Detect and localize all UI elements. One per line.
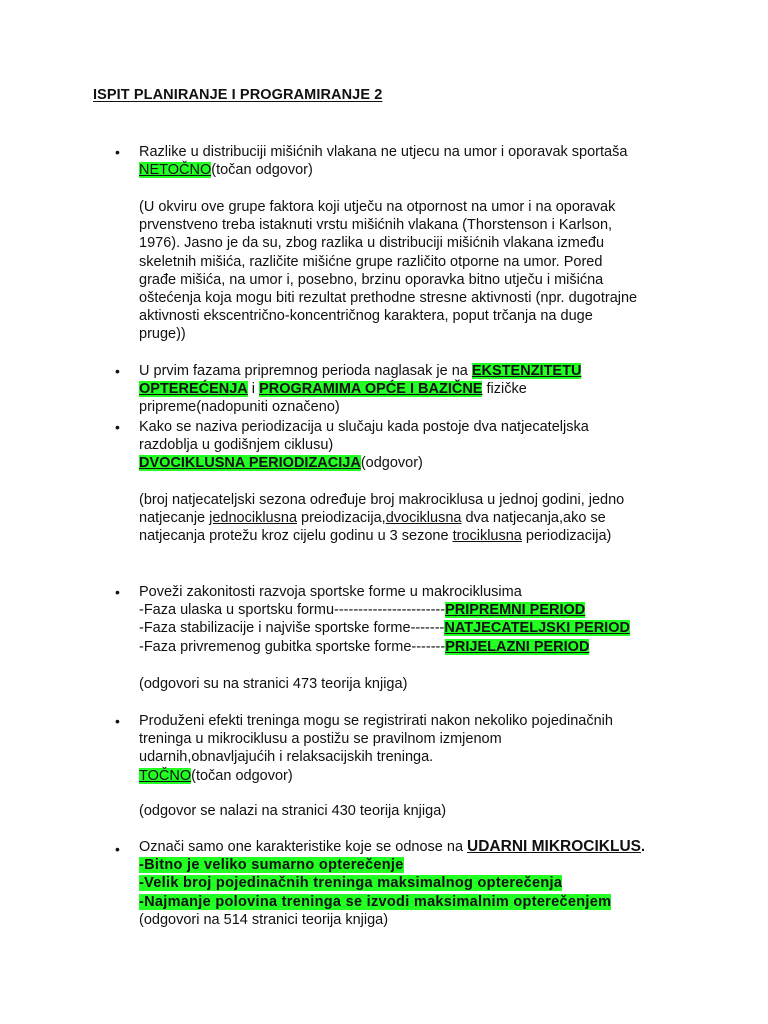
q3-exp-text: dva natjecanja,ako se [461,510,606,527]
q3-term: dvociklusna [385,510,462,527]
q6-answer: -Bitno je veliko sumarno opterečenje [139,857,404,874]
q4-row-answer: NATJECATELJSKI PERIOD [444,620,630,637]
bullet-6: • [115,841,120,857]
q1-exp-line: (U okviru ove grupe faktora koji utječu na otpornost na umor i na oporavak [139,199,616,215]
q5-answer: TOČNO [139,767,192,784]
q6-note: (odgovori na 514 stranici teorija knjiga) [139,911,389,928]
q2-answer-2: PROGRAMIMA OPĆE I BAZIČNE [259,381,483,398]
q1-explanation [139,198,699,344]
q6-answer: -Velik broj pojedinačnih treninga maksimalnog opterečenja [139,875,563,892]
question-1 [139,143,699,179]
q3-exp-text: natjecanje [139,510,210,527]
q2-post: fizičke [482,381,527,398]
q3-term: jednociklusna [209,510,298,527]
q6-keyword: UDARNI MIKROCIKLUS [467,838,641,855]
question-3 [139,418,699,473]
q4-line1: Poveži zakonitosti razvoja sportske forme u makrociklusima [139,584,522,600]
q3-exp-text: periodizacija) [521,528,612,545]
q6-post: . [640,839,646,855]
bullet-5: • [115,713,120,729]
q5-line2: treninga u mikrociklusu a postižu se pravilnom izmjenom [139,731,502,748]
q3-exp-text: natjecanja protežu kroz cijelu godinu u 3 sezone [139,528,453,545]
q3-line1: Kako se naziva periodizacija u slučaju kada postoje dva natjecateljska [139,419,589,435]
question-4 [139,583,699,656]
q3-line2: razdoblja u godišnjem ciklusu) [139,437,334,454]
q2-answer-1b: OPTEREĆENJA [139,381,248,398]
q3-answer-note: (odgovor) [360,455,423,472]
q1-text: Razlike u distribuciji mišićnih vlakana ne utjecu na umor i oporavak sportaša [139,144,628,160]
q5-line1: Produženi efekti treninga mogu se registrirati nakon nekoliko pojedinačnih [139,713,613,729]
q5-answer-note: (točan odgovor) [191,767,293,784]
q5-note: (odgovor se nalazi na stranici 430 teorija knjiga) [139,803,447,819]
bullet-1: • [115,144,120,160]
question-6 [139,838,699,929]
question-5 [139,712,699,785]
q4-row-label: -Faza ulaska u sportsku formu----------------------- [139,602,446,619]
q1-exp-line: oštećenja koja mogu biti rezultat prethodne stresne aktivnosti (npr. dugotrajne [139,290,638,307]
q3-exp-text: preiodizacija, [297,510,386,527]
bullet-3: • [115,419,120,435]
q4-note: (odgovori su na stranici 473 teorija knjiga) [139,676,408,692]
q1-answer: NETOČNO [139,162,212,179]
q2-mid: i [247,381,260,398]
q4-row-answer: PRIJELAZNI PERIOD [445,638,590,655]
q1-exp-line: prvenstveno treba istaknuti vrstu mišićnih vlakana (Thorstenson i Karlson, [139,217,613,234]
q1-exp-line: građe mišića, na umor i, posebno, brzinu oporavka bitno utječu i mišićna [139,271,604,288]
q3-term: trociklusna [452,528,522,545]
q1-exp-line: aktivnosti ekscentrično-koncentričnog karaktera, poput trčanja na duge [139,308,593,325]
q6-text: Označi samo one karakteristike koje se odnose na [139,839,468,855]
q5-line3: udarnih,obnavljajućih i relaksacijskih treninga. [139,749,434,766]
question-2 [139,362,699,417]
q2-text: U prvim fazama pripremnog perioda naglasak je na [139,363,472,379]
page-title: ISPIT PLANIRANJE I PROGRAMIRANJE 2 [93,87,383,103]
q1-exp-line: 1976). Jasno je da su, zbog razlika u distribuciji mišićnih vlakana između [139,235,605,252]
bullet-2: • [115,363,120,379]
q2-line3: pripreme(nadopuniti označeno) [139,399,340,416]
q4-row-label: -Faza stabilizacije i najviše sportske forme------- [139,620,445,637]
q3-explanation [139,491,699,546]
q1-exp-line: pruge)) [139,326,186,343]
q4-row-answer: PRIPREMNI PERIOD [445,602,586,619]
q2-answer-1a: EKSTENZITETU [471,363,582,379]
q3-exp-line: (broj natjecateljski sezona određuje broj makrociklusa u jednoj godini, jedno [139,492,625,508]
bullet-4: • [115,584,120,600]
q3-answer: DVOCIKLUSNA PERIODIZACIJA [139,455,361,472]
q4-row-label: -Faza privremenog gubitka sportske forme------- [139,638,446,655]
q1-answer-note: (točan odgovor) [211,162,313,179]
q6-answer: -Najmanje polovina treninga se izvodi maksimalnim opterečenjem [139,893,612,910]
q1-exp-line: skeletnih mišića, različite mišićne grupe različito otporne na umor. Pored [139,253,603,270]
